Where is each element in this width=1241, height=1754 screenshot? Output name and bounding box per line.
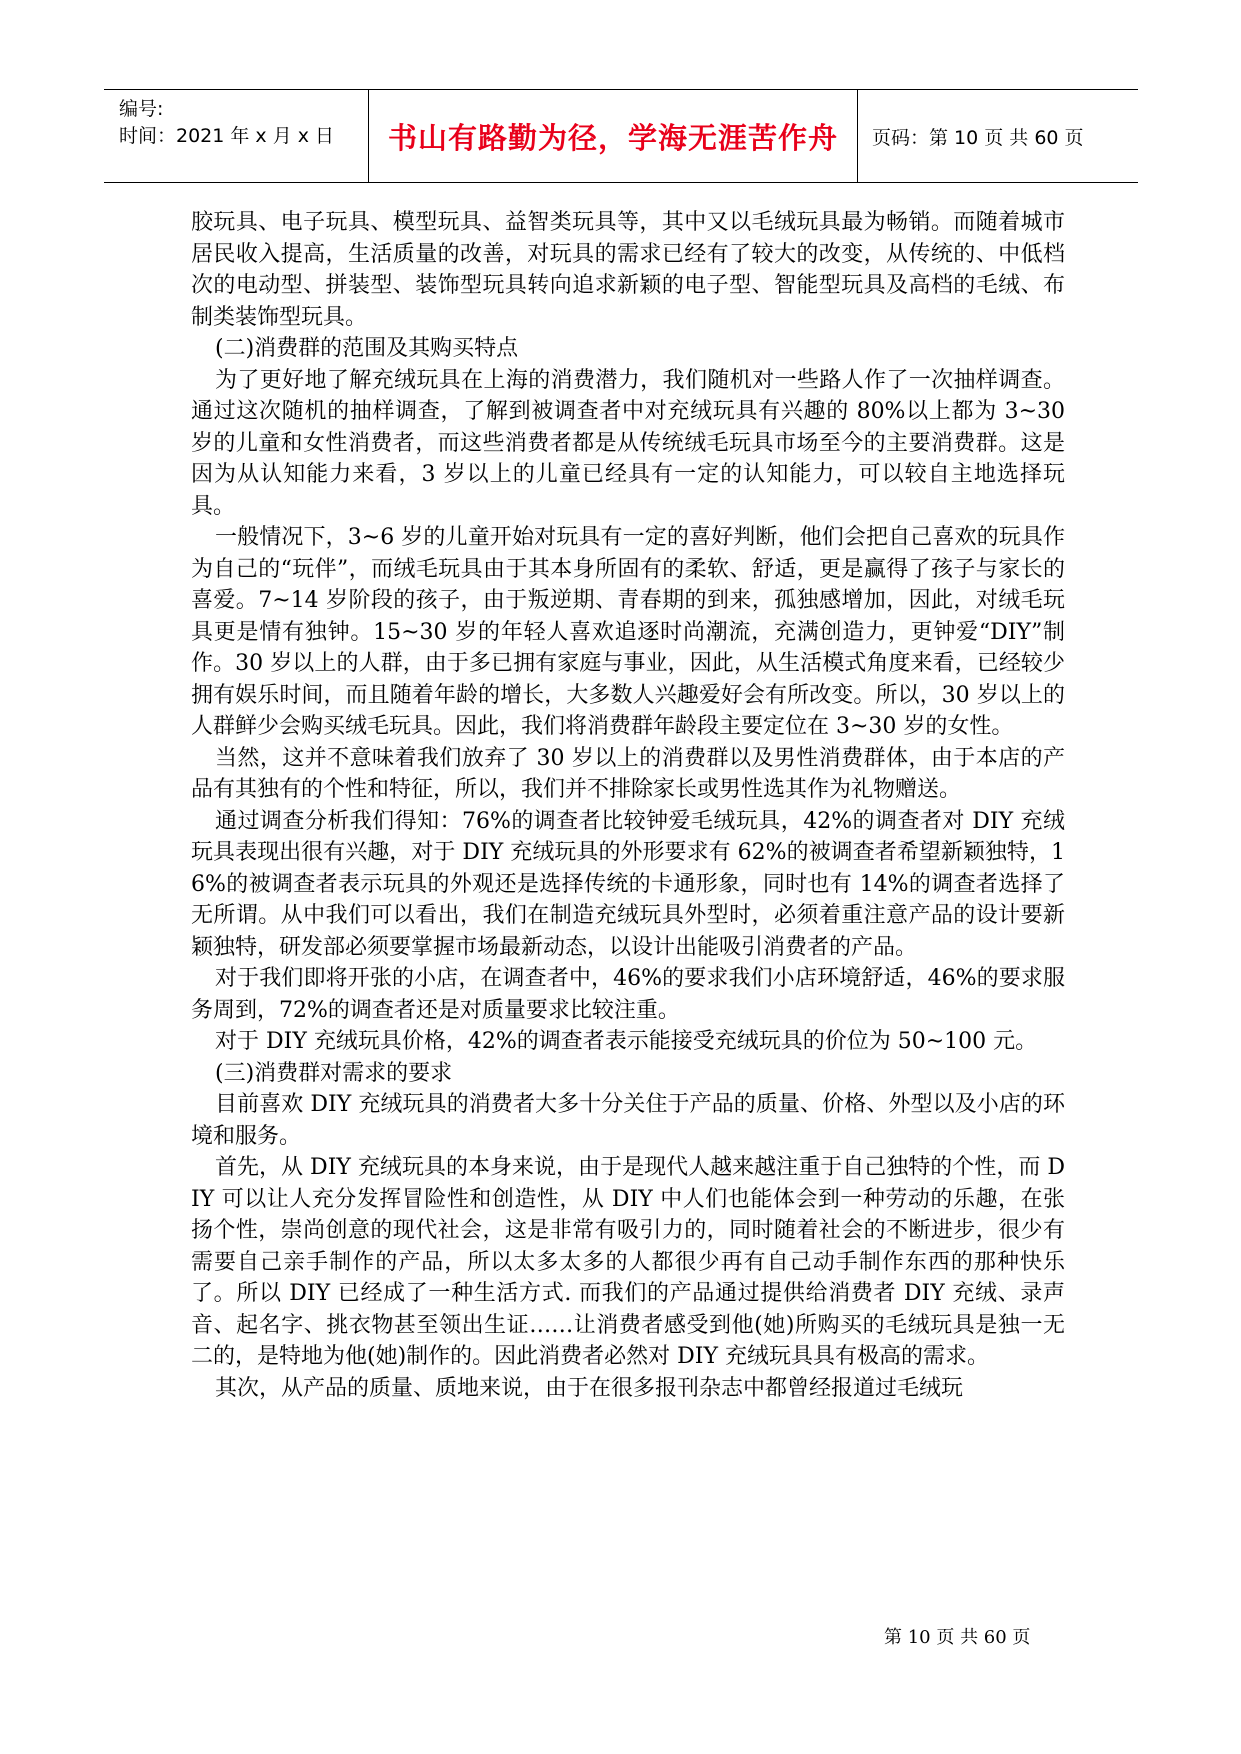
body-paragraph: 目前喜欢 DIY 充绒玩具的消费者大多十分关住于产品的质量、价格、外型以及小店的环境和服务。: [191, 1092, 1065, 1149]
body-paragraph: 当然，这并不意味着我们放弃了 30 岁以上的消费群以及男性消费群体，由于本店的产品有其独有的个性和特征，所以，我们并不排除家长或男性选其作为礼物赠送。: [191, 745, 1065, 802]
header-motto: 书山有路勤为径，学海无涯苦作舟: [387, 120, 838, 155]
page-header: [104, 89, 1138, 183]
body-paragraph: 一般情况下，3~6 岁的儿童开始对玩具有一定的喜好判断，他们会把自己喜欢的玩具作为自己的“玩伴”，而绒毛玩具由于其本身所固有的柔软、舒适，更是赢得了孩子与家长的喜爱。7~14 岁阶段的孩子，由于叛逆期、青春期的到来，孤独感增加，因此，对绒毛玩具更是情有独钟。15~30 岁的年轻人喜欢追逐时尚潮流，充满创造力，更钟爱“DIY”制作。30 岁以上的人群，由于多已拥有家庭与事业，因此，从生活模式角度来看，已经较少拥有娱乐时间，而且随着年龄的增长，大多数人兴趣爱好会有所改变。所以，30 岁以上的人群鲜少会购买绒毛玩具。因此，我们将消费群年龄段主要定位在 3~30 岁的女性。: [191, 525, 1065, 739]
body-paragraph: 通过调查分析我们得知：76%的调查者比较钟爱毛绒玩具，42%的调查者对 DIY 充绒玩具表现出很有兴趣，对于 DIY 充绒玩具的外形要求有 62%的被调查者希望新颖独特，16%的被调查者表示玩具的外观还是选择传统的卡通形象，同时也有 14%的调查者选择了无所谓。从中我们可以看出，我们在制造充绒玩具外型时，必须着重注意产品的设计要新颖独特，研发部必须要掌握市场最新动态，以设计出能吸引消费者的产品。: [191, 808, 1065, 960]
document-number-label: 编号:: [119, 98, 164, 120]
document-body: [191, 207, 1065, 1404]
body-paragraph: 对于 DIY 充绒玩具价格，42%的调查者表示能接受充绒玩具的价位为 50~100 元。: [215, 1029, 1038, 1054]
body-paragraph: 其次，从产品的质量、质地来说，由于在很多报刊杂志中都曾经报道过毛绒玩: [215, 1375, 964, 1401]
body-paragraph: 胶玩具、电子玩具、模型玩具、益智类玩具等，其中又以毛绒玩具最为畅销。而随着城市居民收入提高，生活质量的改善，对玩具的需求已经有了较大的改变，从传统的、中低档次的电动型、拼装型、装饰型玩具转向追求新颖的电子型、智能型玩具及高档的毛绒、布制类装饰型玩具。: [191, 210, 1065, 330]
section-heading: (三)消费群对需求的要求: [215, 1060, 453, 1086]
body-paragraph: 对于我们即将开张的小店，在调查者中，46%的要求我们小店环境舒适，46%的要求服务周到，72%的调查者还是对质量要求比较注重。: [191, 966, 1065, 1023]
body-paragraph: 首先，从 DIY 充绒玩具的本身来说，由于是现代人越来越注重于自己独特的个性，而 DIY 可以让人充分发挥冒险性和创造性，从 DIY 中人们也能体会到一种劳动的乐趣，在张扬个性，崇尚创意的现代社会，这是非常有吸引力的，同时随着社会的不断进步，很少有需要自己亲手制作的产品，所以太多太多的人都很少再有自己动手制作东西的那种快乐了。所以 DIY 已经成了一种生活方式. 而我们的产品通过提供给消费者 DIY 充绒、录声音、起名字、挑衣物甚至领出生证……让消费者感受到他(她)所购买的毛绒玩具是独一无二的，是特地为他(她)制作的。因此消费者必然对 DIY 充绒玩具具有极高的需求。: [191, 1155, 1065, 1369]
header-meta: [119, 96, 334, 150]
page-footer: 第 10 页 共 60 页: [884, 1627, 1031, 1648]
header-page-info: 页码：第 10 页 共 60 页: [872, 126, 1084, 149]
body-paragraph: 为了更好地了解充绒玩具在上海的消费潜力，我们随机对一些路人作了一次抽样调查。通过这次随机的抽样调查，了解到被调查者中对充绒玩具有兴趣的 80%以上都为 3~30 岁的儿童和女性消费者，而这些消费者都是从传统绒毛玩具市场至今的主要消费群。这是因为从认知能力来看，3 岁以上的儿童已经具有一定的认知能力，可以较自主地选择玩具。: [191, 367, 1065, 519]
section-heading: (二)消费群的范围及其购买特点: [215, 336, 519, 361]
document-time-label: 时间：2021 年 x 月 x 日: [119, 125, 335, 147]
